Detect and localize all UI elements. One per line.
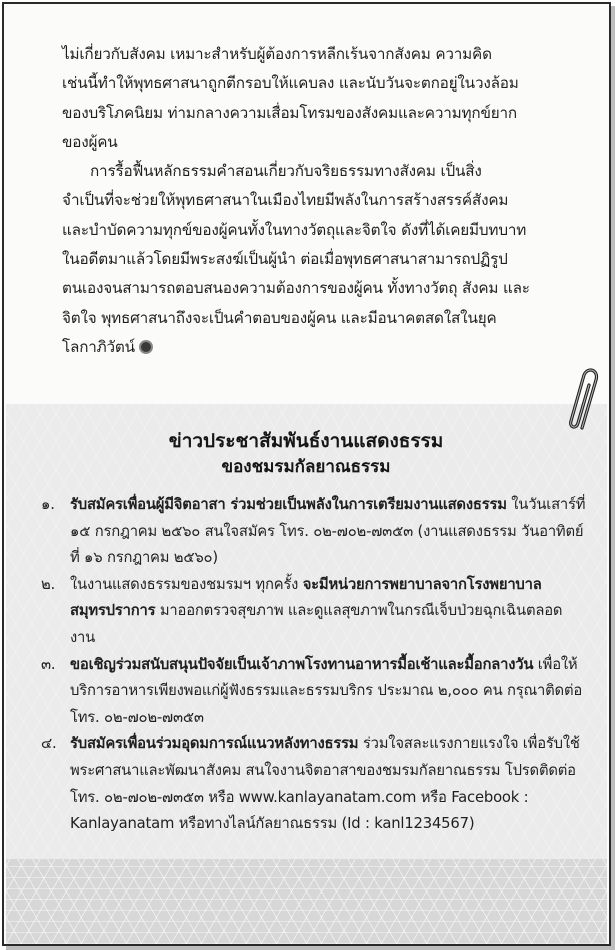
news-item — [41, 572, 586, 652]
article-last-line — [62, 333, 592, 362]
article-line: ของผู้คน — [62, 132, 118, 151]
item-number: ๔. — [41, 735, 57, 753]
item-number: ๒. — [41, 575, 56, 593]
item-highlight: รับสมัครเพื่อนผู้มีจิตอาสา ร่วมช่วยเป็นพลังในการเตรียมงานแสดงธรรม — [70, 496, 507, 513]
paperclip-icon — [552, 364, 606, 434]
item-text: เพื่อให้บริการอาหารเพียงพอแก่ผู้ฟังธรรมและธรรมบริกร ประมาณ ๒,๐๐๐ คน กรุณาติดต่อ โทร. ๐๒-๗๐๒-๗๓๕๓ — [70, 655, 583, 726]
article-paragraph-2 — [62, 157, 592, 362]
item-text: ร่วมใจสละแรงกายแรงใจ เพื่อรับใช้พระศาสนาและพัฒนาสังคม สนใจงานจิตอาสาของชมรมกัลยาณธรรม โปรดติดต่อ โทร. ๐๒-๗๐๒-๗๓๕๓ หรือ www.kanlayanatam.com หรือ Facebook : Kanlayanatam หรือทางไลน์กัลยาณธรรม (Id : kanl1234567) — [70, 735, 580, 833]
item-text: ในวันเสาร์ที่ ๑๕ กรกฎาคม ๒๕๖๐ สนใจสมัคร โทร. ๐๒-๗๐๒-๗๓๕๓ (งานแสดงธรรม วันอาทิตย์ที่ ๑๖ กรกฎาคม ๒๕๖๐) — [70, 496, 586, 567]
article-line: และบำบัดความทุกข์ของผู้คนทั้งในทางวัตถุและจิตใจ ดังที่ได้เคยมีบทบาท — [62, 220, 527, 239]
article-paragraph-1 — [62, 40, 592, 157]
item-number: ๓. — [41, 655, 56, 673]
item-highlight: จะมีหน่วยการพยาบาลจากโรงพยาบาลสมุทรปราการ — [70, 575, 542, 620]
news-item — [41, 652, 586, 732]
news-item — [41, 492, 586, 572]
news-item — [41, 731, 586, 837]
item-text-prefix: ในงานแสดงธรรมของชมรมฯ ทุกครั้ง — [70, 575, 303, 593]
item-number: ๑. — [41, 496, 55, 513]
item-highlight: ขอเชิญร่วมสนับสนุนปัจจัยเป็นเจ้าภาพโรงทานอาหารมื้อเช้าและมื้อกลางวัน — [70, 655, 534, 673]
article-body — [62, 40, 592, 362]
article-line: จิตใจ พุทธศาสนาถึงจะเป็นคำตอบของผู้คน และมีอนาคตสดใสในยุค — [62, 308, 497, 327]
news-box — [6, 404, 607, 944]
news-list — [41, 492, 586, 838]
article-line: จำเป็นที่จะช่วยให้พุทธศาสนาในเมืองไทยมีพลังในการสร้างสรรค์สังคม — [62, 191, 509, 210]
end-mark-icon — [139, 340, 153, 354]
page-frame — [2, 2, 611, 946]
news-title: ข่าวประชาสัมพันธ์งานแสดงธรรม — [168, 430, 444, 452]
news-subtitle: ของชมรมกัลยาณธรรม — [221, 457, 391, 477]
article-line: การรื้อฟื้นหลักธรรมคำสอนเกี่ยวกับจริยธรรมทางสังคม เป็นสิ่ง — [90, 162, 482, 181]
article-line: โลกาภิวัตน์ — [62, 337, 135, 356]
article-line: ไม่เกี่ยวกับสังคม เหมาะสำหรับผู้ต้องการหลีกเร้นจากสังคม ความคิด — [62, 45, 492, 63]
article-line: เช่นนี้ทำให้พุทธศาสนาถูกตีกรอบให้แคบลง และนับวันจะตกอยู่ในวงล้อม — [62, 74, 519, 93]
item-highlight: รับสมัครเพื่อนร่วมอุดมการณ์แนวหลังทางธรรม — [70, 735, 359, 753]
decorative-pattern — [6, 859, 607, 944]
article-line: ในอดีตมาแล้วโดยมีพระสงฆ์เป็นผู้นำ ต่อเมื่อพุทธศาสนาสามารถปฏิรูป — [62, 250, 508, 269]
article-line: ตนเองจนสามารถตอบสนองความต้องการของผู้คน ทั้งทางวัตถุ สังคม และ — [62, 279, 530, 298]
item-text: มาออกตรวจสุขภาพ และดูแลสุขภาพในกรณีเจ็บป่วยฉุกเฉินตลอดงาน — [70, 602, 563, 646]
article-line: ของบริโภคนิยม ท่ามกลางความเสื่อมโทรมของสังคมและความทุกข์ยาก — [62, 103, 517, 122]
